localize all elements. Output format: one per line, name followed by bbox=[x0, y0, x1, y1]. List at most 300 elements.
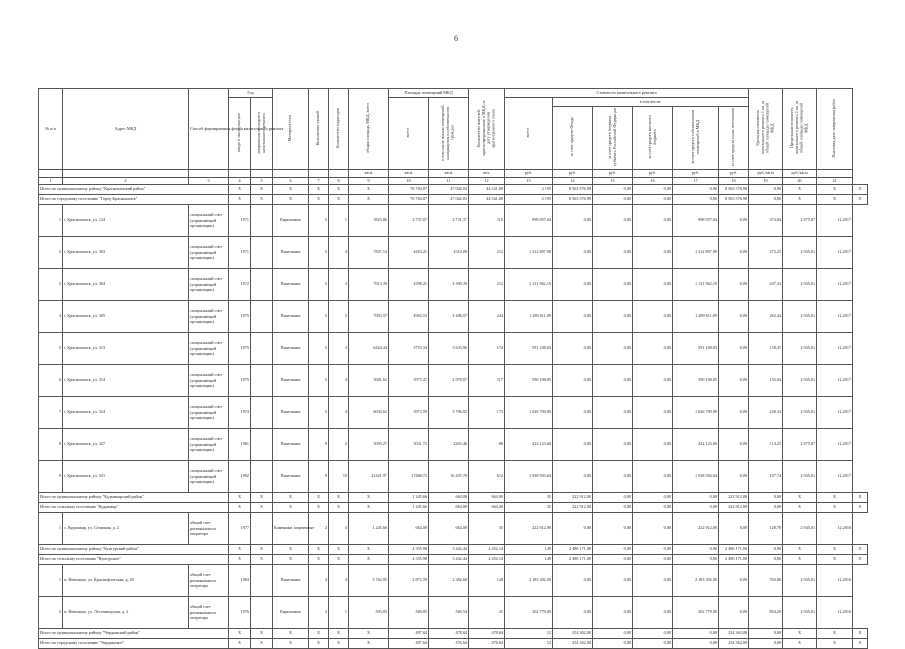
row-cell: 0,00 bbox=[593, 513, 633, 545]
row-cell: 0,00 bbox=[633, 301, 673, 333]
header-walls: Материал стен bbox=[273, 89, 309, 170]
row-cell: 0,00 bbox=[593, 429, 633, 461]
row-cell: 35 bbox=[469, 513, 505, 545]
total-cell: X bbox=[817, 545, 853, 555]
row-cell: 1974 bbox=[229, 397, 251, 429]
row-address: г. Краснокамск, ул. 124 bbox=[63, 205, 189, 237]
row-cell: 4410,21 bbox=[389, 237, 429, 269]
row-cell: 0,00 bbox=[553, 205, 593, 237]
unit-cell bbox=[273, 170, 309, 178]
row-cell: 272,25 bbox=[749, 237, 783, 269]
total-cell: 47 042,03 bbox=[429, 195, 469, 205]
row-cell: 107,74 bbox=[749, 461, 783, 493]
row-cell: 21421,97 bbox=[349, 461, 389, 493]
total-cell: 0,00 bbox=[673, 545, 719, 555]
row-cell: 0,00 bbox=[633, 365, 673, 397]
unit-cell bbox=[817, 170, 853, 178]
row-cell: 1 312 807,90 bbox=[505, 237, 553, 269]
row-cell: 9 bbox=[309, 429, 329, 461]
row-cell: 0,00 bbox=[719, 461, 749, 493]
row-cell: 1 131 962,19 bbox=[673, 269, 719, 301]
row-cell: 3753,34 bbox=[389, 333, 429, 365]
total-cell: X bbox=[251, 555, 273, 565]
total-cell: X bbox=[273, 545, 309, 555]
total-row bbox=[39, 493, 868, 503]
total-cell: 0,00 bbox=[673, 195, 719, 205]
row-cell bbox=[251, 429, 273, 461]
header-address: Адрес МКД bbox=[63, 89, 189, 170]
total-cell: 0,00 bbox=[749, 195, 783, 205]
row-cell: 0,00 bbox=[633, 397, 673, 429]
total-cell: 35 bbox=[505, 503, 553, 513]
row-cell: 6030,62 bbox=[349, 397, 389, 429]
row-cell: 0,00 bbox=[553, 565, 593, 597]
row-cell: 1984 bbox=[229, 565, 251, 597]
row-cell: 2 945,01 bbox=[783, 269, 817, 301]
row-cell: 5 bbox=[309, 397, 329, 429]
total-cell: 35 bbox=[505, 493, 553, 503]
row-cell: 128 bbox=[469, 565, 505, 597]
total-cell: 4 355,98 bbox=[389, 555, 429, 565]
total-cell: 2 486 171,00 bbox=[553, 555, 593, 565]
row-cell: Панельные bbox=[273, 269, 309, 301]
row-cell: 12.2016 bbox=[817, 597, 853, 629]
total-cell: 254 362,00 bbox=[719, 639, 749, 649]
row-address: п. Неволино, ул. Краснофлотская, д. 28 bbox=[63, 565, 189, 597]
total-row bbox=[39, 195, 868, 205]
unit-cell bbox=[251, 170, 273, 178]
table-row bbox=[39, 237, 868, 269]
header-area: Площадь помещений МКД bbox=[389, 89, 469, 98]
total-cell: X bbox=[817, 493, 853, 503]
row-cell: 222 912,00 bbox=[505, 513, 553, 545]
header-year-commissioning: ввода в эксплуатацию bbox=[229, 98, 251, 170]
total-row bbox=[39, 629, 868, 639]
total-cell: X bbox=[783, 545, 817, 555]
total-cell: 4 355,98 bbox=[389, 545, 429, 555]
row-cell: 4 bbox=[329, 237, 349, 269]
row-cell: 3 bbox=[329, 513, 349, 545]
table-row bbox=[39, 397, 868, 429]
total-cell: 478,64 bbox=[429, 629, 469, 639]
row-cell: 0,00 bbox=[719, 597, 749, 629]
total-cell: X bbox=[783, 493, 817, 503]
column-number-cell: 18 bbox=[719, 178, 749, 185]
total-cell: X bbox=[783, 195, 817, 205]
row-cell: 158,47 bbox=[749, 333, 783, 365]
row-cell: 2 945,01 bbox=[783, 565, 817, 597]
row-cell: 0,00 bbox=[553, 333, 593, 365]
total-cell: 0,00 bbox=[673, 639, 719, 649]
total-cell: X bbox=[783, 503, 817, 513]
total-row bbox=[39, 503, 868, 513]
row-fund-method: специальный счет (управляющей организации) bbox=[189, 269, 229, 301]
row-cell: 1 289 611,09 bbox=[505, 301, 553, 333]
total-cell: 254 362,00 bbox=[553, 629, 593, 639]
total-cell: X bbox=[853, 639, 868, 649]
row-cell: 3 796,02 bbox=[429, 397, 469, 429]
total-cell: X bbox=[309, 545, 329, 555]
row-cell: 247,33 bbox=[749, 269, 783, 301]
table-row bbox=[39, 301, 868, 333]
column-number-cell: 8 bbox=[329, 178, 349, 185]
total-cell: X bbox=[329, 503, 349, 513]
row-cell: 3823,86 bbox=[349, 205, 389, 237]
total-cell: 0,00 bbox=[593, 493, 633, 503]
row-cell: 2 bbox=[309, 597, 329, 629]
row-cell: 998 057,04 bbox=[673, 205, 719, 237]
row-cell: 1 312 807,90 bbox=[673, 237, 719, 269]
row-number: 9 bbox=[39, 461, 63, 493]
total-label: Итого по городскому поселению "Город Краснокамск" bbox=[39, 195, 229, 205]
unit-cell: руб. bbox=[593, 170, 633, 178]
row-cell: 0,00 bbox=[553, 461, 593, 493]
total-cell: 149 bbox=[505, 555, 553, 565]
row-cell: 12.2016 bbox=[817, 513, 853, 545]
header-year: Год bbox=[229, 89, 273, 98]
total-cell: 0,00 bbox=[593, 555, 633, 565]
header-no: № п/п bbox=[39, 89, 63, 170]
table-row bbox=[39, 565, 868, 597]
row-cell: 664,00 bbox=[389, 513, 429, 545]
total-cell: 222 912,00 bbox=[719, 493, 749, 503]
row-cell: 0,00 bbox=[719, 429, 749, 461]
row-cell: 1 245,66 bbox=[349, 513, 389, 545]
row-cell: 2 945,01 bbox=[783, 461, 817, 493]
total-label: Итого по городскому поселению "Чердынское" bbox=[39, 639, 229, 649]
row-cell: 1 289 611,09 bbox=[673, 301, 719, 333]
column-number-cell: 19 bbox=[749, 178, 783, 185]
total-cell: X bbox=[783, 185, 817, 195]
row-cell: 0,00 bbox=[633, 333, 673, 365]
header-max-cost: Предельная стоимость капитального ремонта 1 кв. м общей площади помещений МКД bbox=[783, 89, 817, 170]
row-cell: 5 bbox=[309, 333, 329, 365]
units-row bbox=[39, 170, 868, 178]
row-cell: 2 945,01 bbox=[783, 237, 817, 269]
column-number-cell: 14 bbox=[553, 178, 593, 185]
row-cell: 0,00 bbox=[633, 597, 673, 629]
row-cell: 3 bbox=[329, 269, 349, 301]
row-cell: 0,00 bbox=[593, 269, 633, 301]
total-cell: X bbox=[273, 503, 309, 513]
column-number-cell: 1 bbox=[39, 178, 63, 185]
table-body bbox=[39, 185, 868, 649]
row-cell: 110 bbox=[469, 205, 505, 237]
row-cell: 262,44 bbox=[749, 301, 783, 333]
row-cell: 2 382,60 bbox=[429, 565, 469, 597]
unit-cell bbox=[229, 170, 251, 178]
row-cell: 5 bbox=[309, 237, 329, 269]
total-cell: X bbox=[273, 185, 309, 195]
total-cell: X bbox=[309, 639, 329, 649]
header-cost-local: за счет средств местного бюджета bbox=[633, 107, 673, 170]
row-cell: 2 945,01 bbox=[783, 301, 817, 333]
total-cell: X bbox=[329, 545, 349, 555]
total-row bbox=[39, 185, 868, 195]
total-cell: X bbox=[817, 185, 853, 195]
row-cell: 2 945,01 bbox=[783, 597, 817, 629]
row-cell: 422 123,60 bbox=[505, 429, 553, 461]
row-cell: Панельные bbox=[273, 333, 309, 365]
row-cell: 173 bbox=[469, 397, 505, 429]
row-cell: 12.2017 bbox=[817, 461, 853, 493]
total-cell: X bbox=[251, 185, 273, 195]
unit-cell: чел. bbox=[469, 170, 505, 178]
column-number-cell: 2 bbox=[63, 178, 189, 185]
row-cell: 0,00 bbox=[553, 429, 593, 461]
row-cell: 212 bbox=[469, 269, 505, 301]
column-number-cell: 6 bbox=[273, 178, 309, 185]
total-cell: 254 362,00 bbox=[719, 629, 749, 639]
total-cell: 12 bbox=[505, 639, 553, 649]
column-number-cell: 9 bbox=[349, 178, 389, 185]
row-cell: Панельные bbox=[273, 565, 309, 597]
total-cell: 0,00 bbox=[593, 185, 633, 195]
total-cell: X bbox=[273, 555, 309, 565]
total-cell: 0,00 bbox=[749, 555, 783, 565]
header-entrances: Количество подъездов bbox=[329, 89, 349, 170]
row-cell: 569,54 bbox=[429, 597, 469, 629]
column-number-cell: 7 bbox=[309, 178, 329, 185]
row-cell: 12.2017 bbox=[817, 237, 853, 269]
row-cell: 128,70 bbox=[749, 513, 783, 545]
row-cell: 7847,14 bbox=[349, 237, 389, 269]
row-cell: Каменные, кирпичные bbox=[273, 513, 309, 545]
row-cell: 2 731,37 bbox=[429, 205, 469, 237]
total-cell: 0,00 bbox=[633, 185, 673, 195]
row-address: г. Краснокамск, ул. 303 bbox=[63, 237, 189, 269]
row-cell: 302 779,00 bbox=[673, 597, 719, 629]
row-number: 8 bbox=[39, 429, 63, 461]
total-cell: X bbox=[251, 493, 273, 503]
total-cell: X bbox=[329, 629, 349, 639]
row-cell: 0,00 bbox=[633, 269, 673, 301]
header-area-residential: в том числе жилых помещений, находящихся в собственности граждан bbox=[429, 98, 469, 170]
row-cell: 0,00 bbox=[633, 205, 673, 237]
row-cell: 0,00 bbox=[593, 333, 633, 365]
row-number: 5 bbox=[39, 333, 63, 365]
row-cell bbox=[251, 513, 273, 545]
total-cell: X bbox=[853, 503, 868, 513]
unit-cell bbox=[63, 170, 189, 178]
unit-cell: руб. bbox=[505, 170, 553, 178]
row-cell: 763,86 bbox=[749, 565, 783, 597]
row-cell: 0,00 bbox=[633, 461, 673, 493]
total-cell: X bbox=[229, 185, 251, 195]
row-fund-method: общий счет регионального оператора bbox=[189, 565, 229, 597]
total-cell: 3 442,44 bbox=[429, 545, 469, 555]
row-cell: 1 bbox=[329, 205, 349, 237]
row-cell: Кирпичные bbox=[273, 597, 309, 629]
total-cell: X bbox=[229, 195, 251, 205]
row-cell: 0,00 bbox=[633, 237, 673, 269]
column-number-cell: 17 bbox=[673, 178, 719, 185]
row-fund-method: общий счет регионального оператора bbox=[189, 597, 229, 629]
row-address: г. Краснокамск, ул. 305 bbox=[63, 301, 189, 333]
table-row bbox=[39, 513, 868, 545]
total-cell: 664,00 bbox=[429, 493, 469, 503]
row-cell: 854,20 bbox=[749, 597, 783, 629]
total-cell: 0,00 bbox=[749, 545, 783, 555]
total-cell: 8 563 576,98 bbox=[719, 185, 749, 195]
row-cell: 0,00 bbox=[719, 301, 749, 333]
row-cell: 3031,72 bbox=[389, 429, 429, 461]
total-cell: X bbox=[329, 195, 349, 205]
total-cell: X bbox=[349, 493, 389, 503]
total-cell: 0,00 bbox=[673, 185, 719, 195]
row-fund-method: специальный счет (управляющей организации) bbox=[189, 237, 229, 269]
total-cell: 8 563 576,98 bbox=[553, 195, 593, 205]
column-number-cell: 15 bbox=[593, 178, 633, 185]
row-cell: 4 bbox=[329, 397, 349, 429]
total-cell: X bbox=[251, 195, 273, 205]
header-floors: Количество этажей bbox=[309, 89, 329, 170]
total-cell: 0,00 bbox=[593, 629, 633, 639]
total-cell: X bbox=[229, 503, 251, 513]
total-cell: X bbox=[251, 629, 273, 639]
row-cell: 591 108,83 bbox=[673, 333, 719, 365]
row-cell: 1 026 709,90 bbox=[673, 397, 719, 429]
column-number-cell: 4 bbox=[229, 178, 251, 185]
row-cell bbox=[251, 301, 273, 333]
row-cell: 0,00 bbox=[593, 237, 633, 269]
row-cell: 1 938 503,64 bbox=[673, 461, 719, 493]
row-cell: 0,00 bbox=[719, 269, 749, 301]
row-cell: 1976 bbox=[229, 597, 251, 629]
row-cell bbox=[251, 269, 273, 301]
total-cell: 2 486 171,00 bbox=[553, 545, 593, 555]
total-label: Итого по муниципальному району "Кунгурский район" bbox=[39, 545, 229, 555]
total-cell: 47 042,03 bbox=[429, 185, 469, 195]
header-cost-incl: в том числе: bbox=[553, 98, 749, 107]
row-cell: 2 945,01 bbox=[783, 513, 817, 545]
total-cell: 497,64 bbox=[389, 629, 429, 639]
total-cell: 0,00 bbox=[673, 493, 719, 503]
row-cell: 0,00 bbox=[553, 237, 593, 269]
column-number-cell: 10 bbox=[389, 178, 429, 185]
total-cell: 664,00 bbox=[469, 493, 505, 503]
row-cell: 998 057,04 bbox=[505, 205, 553, 237]
row-cell: 0,00 bbox=[593, 565, 633, 597]
row-fund-method: общий счет регионального оператора bbox=[189, 513, 229, 545]
row-cell: 4 bbox=[309, 565, 329, 597]
total-row bbox=[39, 545, 868, 555]
total-cell: X bbox=[783, 555, 817, 565]
row-number: 2 bbox=[39, 237, 63, 269]
total-cell: 44 541,68 bbox=[469, 185, 505, 195]
table-header bbox=[39, 89, 868, 185]
row-cell: 0,00 bbox=[593, 301, 633, 333]
row-address: г. Краснокамск, ул. 313 bbox=[63, 333, 189, 365]
row-cell: 4 390,39 bbox=[429, 269, 469, 301]
row-cell: 593,03 bbox=[349, 597, 389, 629]
row-cell: 0,00 bbox=[719, 513, 749, 545]
row-cell: 5 bbox=[329, 301, 349, 333]
row-cell: 2 bbox=[309, 513, 329, 545]
row-cell: 3050,27 bbox=[349, 429, 389, 461]
header-cost-fund: за счет средств Фонда bbox=[553, 107, 593, 170]
unit-cell: кв.м bbox=[349, 170, 389, 178]
total-cell: X bbox=[853, 555, 868, 565]
total-cell: X bbox=[349, 639, 389, 649]
row-cell: 6424,44 bbox=[349, 333, 389, 365]
row-address: п. Неволино, ул. Лесозаводская, д. 2 bbox=[63, 597, 189, 629]
row-cell: 5 bbox=[309, 301, 329, 333]
row-cell: 0,00 bbox=[553, 397, 593, 429]
total-cell: 476,64 bbox=[469, 639, 505, 649]
total-cell: 1 245,66 bbox=[389, 503, 429, 513]
total-cell: X bbox=[229, 555, 251, 565]
row-cell: 569,85 bbox=[389, 597, 429, 629]
total-cell: X bbox=[853, 493, 868, 503]
row-address: г. Краснокамск, ул. 314 bbox=[63, 365, 189, 397]
unit-cell: руб. bbox=[553, 170, 593, 178]
row-cell: 422 123,60 bbox=[673, 429, 719, 461]
total-cell: X bbox=[349, 629, 389, 639]
row-cell: 0,00 bbox=[719, 333, 749, 365]
row-number: 3 bbox=[39, 269, 63, 301]
total-cell: X bbox=[309, 629, 329, 639]
total-cell: X bbox=[817, 555, 853, 565]
unit-cell: руб. bbox=[633, 170, 673, 178]
total-cell: 0,00 bbox=[593, 503, 633, 513]
row-cell: 1981 bbox=[229, 429, 251, 461]
table-row bbox=[39, 333, 868, 365]
row-address: г. Краснокамск, ул. 324 bbox=[63, 397, 189, 429]
total-cell: X bbox=[853, 195, 868, 205]
row-cell: 155,04 bbox=[749, 365, 783, 397]
row-cell: 1 bbox=[329, 597, 349, 629]
row-cell: 2 183 392,00 bbox=[505, 565, 553, 597]
row-cell: 17468,72 bbox=[389, 461, 429, 493]
row-fund-method: специальный счет (управляющей организации) bbox=[189, 429, 229, 461]
total-cell: X bbox=[229, 493, 251, 503]
header-cost: Стоимость капитального ремонта bbox=[505, 89, 749, 98]
total-cell: 497,64 bbox=[389, 639, 429, 649]
total-cell: 2 452,14 bbox=[469, 545, 505, 555]
row-cell: 3973,59 bbox=[389, 397, 429, 429]
column-number-cell: 21 bbox=[817, 178, 853, 185]
row-cell: 0,00 bbox=[719, 397, 749, 429]
row-cell: Панельные bbox=[273, 397, 309, 429]
header-cost-other: за счет средств иных источников bbox=[719, 107, 749, 170]
row-fund-method: специальный счет (управляющей организации) bbox=[189, 461, 229, 493]
total-cell: 0,00 bbox=[633, 195, 673, 205]
row-cell: 4963,53 bbox=[389, 301, 429, 333]
row-fund-method: специальный счет (управляющей организации) bbox=[189, 333, 229, 365]
row-cell: 7013,39 bbox=[349, 269, 389, 301]
row-cell: 0,00 bbox=[633, 565, 673, 597]
total-cell: 222 912,00 bbox=[553, 493, 593, 503]
total-cell: 76 704,87 bbox=[389, 195, 429, 205]
total-cell: X bbox=[329, 555, 349, 565]
row-cell: 4398,21 bbox=[389, 269, 429, 301]
total-cell: X bbox=[273, 195, 309, 205]
total-cell: 2 452,14 bbox=[469, 555, 505, 565]
row-cell: 0,00 bbox=[593, 397, 633, 429]
row-cell: 2 183 392,00 bbox=[673, 565, 719, 597]
total-cell: X bbox=[329, 639, 349, 649]
row-cell: 374,84 bbox=[749, 205, 783, 237]
total-label: Итого по муниципальному району "Кудымкарский район" bbox=[39, 493, 229, 503]
row-cell: 0,00 bbox=[633, 513, 673, 545]
row-cell: Панельные bbox=[273, 365, 309, 397]
row-cell: 5 bbox=[309, 365, 329, 397]
header-total-area: общая площадь МКД, всего bbox=[349, 89, 389, 170]
header-deadline: Плановая дата завершения работ bbox=[817, 89, 853, 170]
total-cell: X bbox=[309, 185, 329, 195]
row-cell: 591 108,83 bbox=[505, 333, 553, 365]
